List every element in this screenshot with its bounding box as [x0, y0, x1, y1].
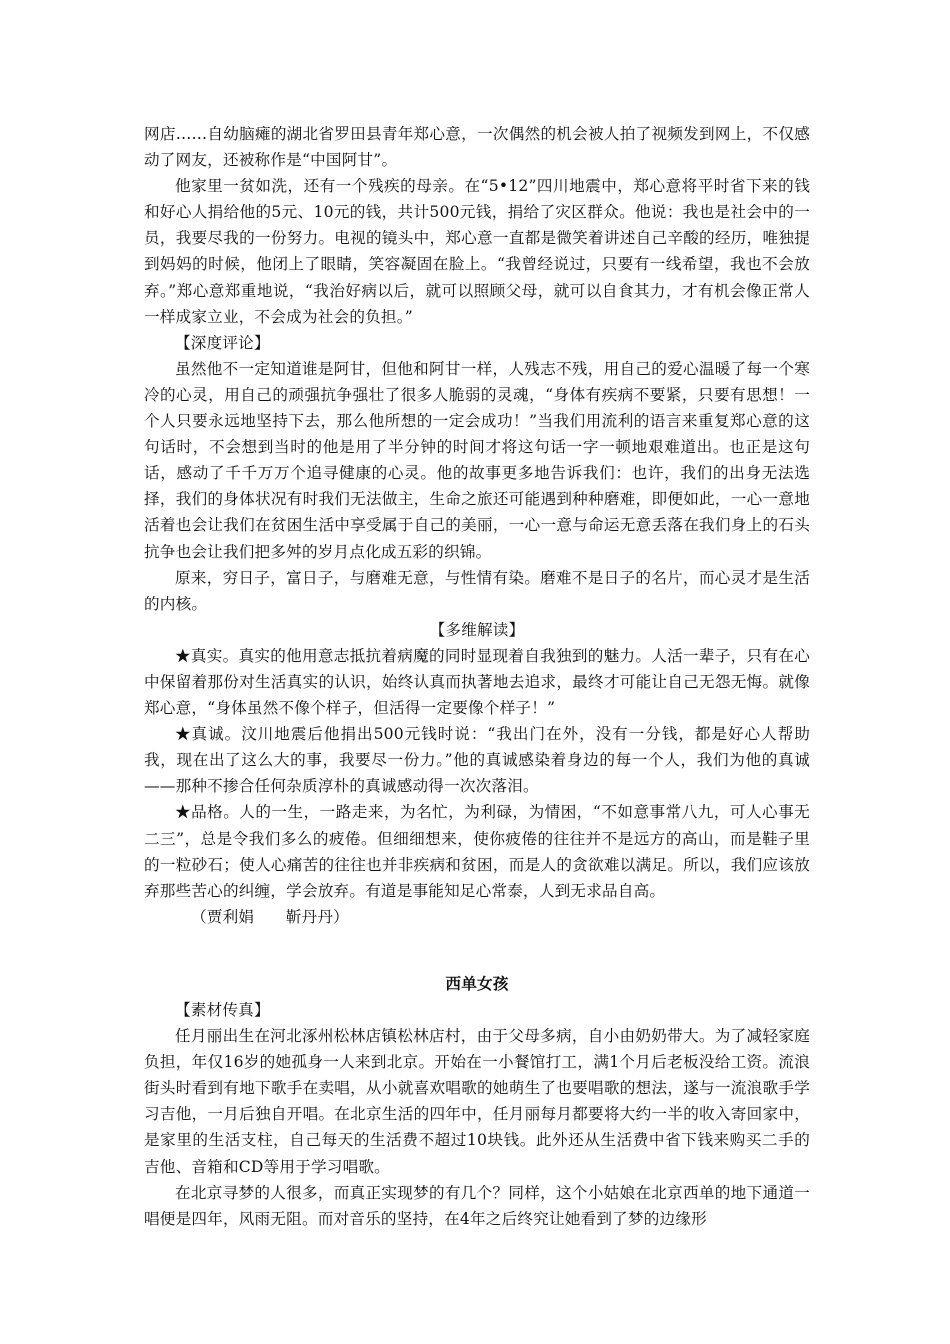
- section-heading-material: 【素材传真】: [175, 1001, 270, 1019]
- paragraph-reading-character: ★品格。人的一生，一路走来，为名忙，为利碌，为情困，“不如意事常八九，可人心事无二三”，总是令我们多么的疲倦。但细细想来，使你疲倦的往往并不是远方的高山，而是鞋子里的一粒砂石；使人心痛苦的往往也并非疾病和贫困，而是人的贪欲难以满足。所以，我们应该放弃那些苦心的纠缠，学会放弃。有道是事能知足心常泰，人到无求品自高。: [144, 803, 810, 900]
- paragraph-material-1: 任月丽出生在河北涿州松林店镇松林店村，由于父母多病，自小由奶奶带大。为了减轻家庭负担，年仅16岁的她孤身一人来到北京。开始在一小餐馆打工，满1个月后老板没给工资。流浪街头时看到有地下歌手在卖唱，从小就喜欢唱歌的她萌生了也要唱歌的想法，遂与一流浪歌手学习吉他，一月后独自开唱。在北京生活的四年中，任月丽每月都要将大约一半的收入寄回家中，是家里的生活支柱，自己每天的生活费不超过10块钱。此外还从生活费中省下钱来购买二手的吉他、音箱和CD等用于学习唱歌。: [144, 1027, 810, 1176]
- paragraph-comment-1: 虽然他不一定知道谁是阿甘，但他和阿甘一样，人残志不残，用自己的爱心温暖了每一个寒冷的心灵，用自己的顽强抗争强壮了很多人脆弱的灵魂，“身体有疾病不要紧，只要有思想！一个人只要永远地坚持下去，那么他所想的一定会成功！”当我们用流利的语言来重复郑心意的这句话时，不会想到当时的他是用了半分钟的时间才将这句话一字一顿地艰难道出。也正是这句话，感动了千千万万个追寻健康的心灵。他的故事更多地告诉我们：也许，我们的出身无法选择，我们的身体状况有时我们无法做主，生命之旅还可能遇到种种磨难，即便如此，一心一意地活着也会让我们在贫困生活中享受属于自己的美丽，一心一意与命运无意丢落在我们身上的石头抗争也会让我们把多舛的岁月点化成五彩的织锦。: [144, 359, 810, 561]
- paragraph-reading-truth: ★真实。真实的他用意志抵抗着病魔的同时显现着自我独到的魅力。人活一辈子，只有在心中保留着那份对生活真实的认识，始终认真而执著地去追求，最终才可能让自己无怨无悔。就像郑心意，“身体虽然不像个样子，但活得一定要像个样子！”: [144, 646, 810, 718]
- paragraph-comment-2: 原来，穷日子，富日子，与磨难无意，与性情有染。磨难不是日子的名片，而心灵才是生活的内核。: [144, 568, 810, 613]
- article-title: 西单女孩: [445, 973, 509, 993]
- section-heading-deep-comment: 【深度评论】: [175, 333, 270, 352]
- paragraph-story: 他家里一贫如洗，还有一个残疾的母亲。在“5•12”四川地震中，郑心意将平时省下来的钱和好心人捐给他的5元、10元的钱，共计500元钱，捐给了灾区群众。他说：我也是社会中的一员，我要尽我的一份努力。电视的镜头中，郑心意一直都是微笑着讲述自己辛酸的经历，唯独提到妈妈的时候，他闭上了眼睛，笑容凝固在脸上。“我曾经说过，只要有一线希望，我也不会放弃。”郑心意郑重地说，“我治好病以后，就可以照顾父母，就可以自食其力，才有机会像正常人一样成家立业，不会成为社会的负担。”: [144, 177, 810, 326]
- section-heading-multi-reading: 【多维解读】: [429, 620, 525, 639]
- paragraph-material-2: 在北京寻梦的人很多，而真正实现梦的有几个？同样，这个小姑娘在北京西单的地下通道一唱便是四年，风雨无阻。而对音乐的坚持，在4年之后终究让她看到了梦的边缘形: [144, 1183, 810, 1228]
- paragraph-intro: 网店……自幼脑瘫的湖北省罗田县青年郑心意，一次偶然的机会被人拍了视频发到网上，不仅感动了网友，还被称作是“中国阿甘”。: [144, 125, 810, 170]
- paragraph-reading-sincerity: ★真诚。汶川地震后他捐出500元钱时说：“我出门在外，没有一分钱，都是好心人帮助我，现在出了这么大的事，我要尽一份力。”他的真诚感染着身边的每一个人，我们为他的真诚——那种不掺合任何杂质淳朴的真诚感动得一次次落泪。: [144, 725, 810, 796]
- author-credit: （贾利娟 靳丹丹）: [191, 907, 349, 926]
- document-page: [144, 121, 810, 1232]
